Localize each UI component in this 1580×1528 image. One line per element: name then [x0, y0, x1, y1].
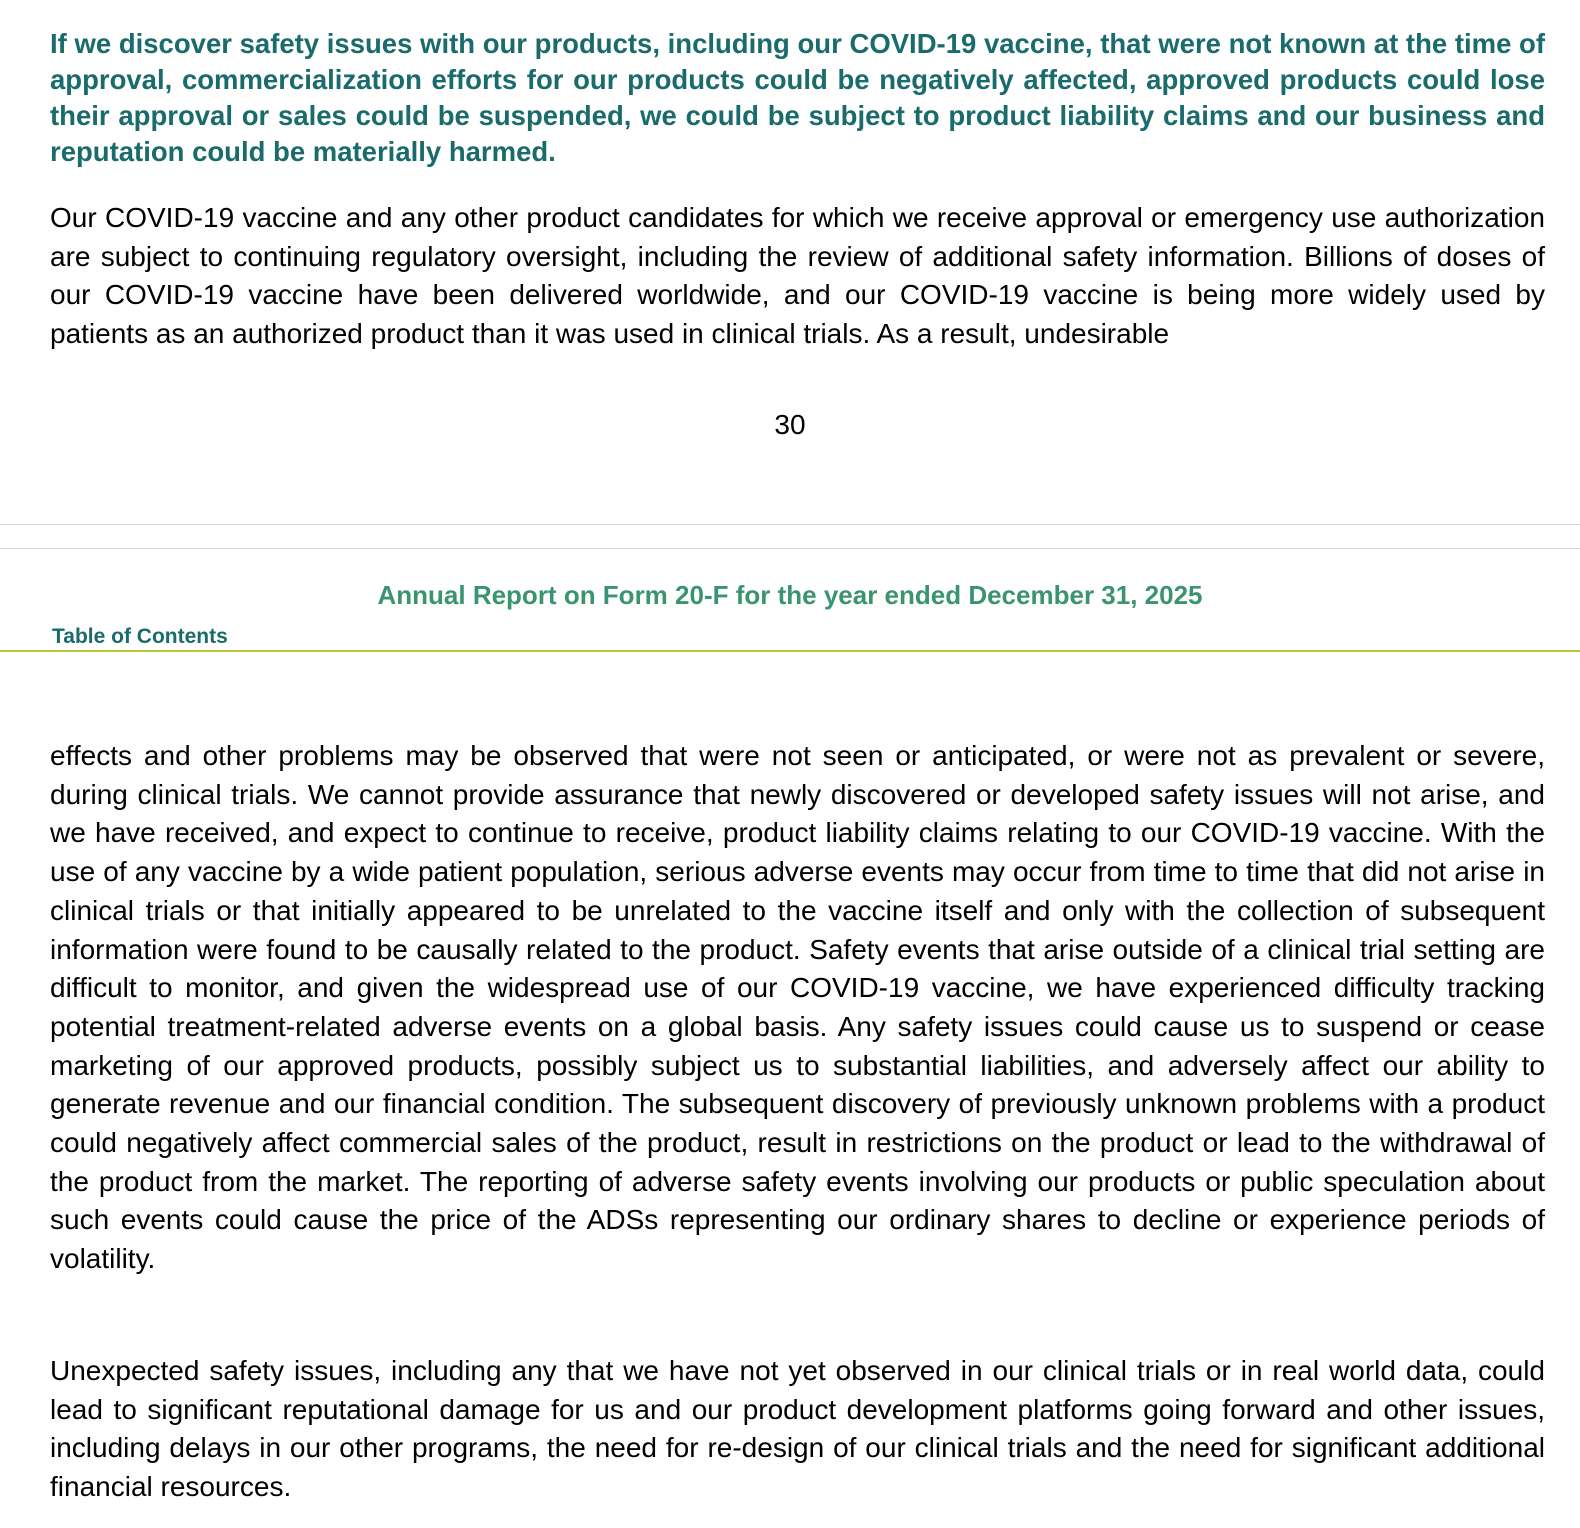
page-number: 30: [774, 409, 806, 440]
page-break-divider-bottom: [0, 548, 1580, 549]
risk-factor-heading: If we discover safety issues with our products, including our COVID-19 vaccine, that were not known at the time of approval, commercialization efforts for our products could be negatively affected, approved products could lose their approval or sales could be suspended, we could be subject to product liability claims and our business and reputation could be materially harmed.: [50, 28, 1545, 167]
page-break-divider-top: [0, 524, 1580, 525]
report-header-title: Annual Report on Form 20-F for the year ended December 31, 2025: [377, 580, 1203, 610]
risk-factor-paragraph-start: Our COVID-19 vaccine and any other product candidates for which we receive approval or emergency use authorization are subject to continuing regulatory oversight, including the review of additional safety information. Billions of doses of our COVID-19 vaccine have been delivered worldwide, and our COVID-19 vaccine is being more widely used by patients as an authorized product than it was used in clinical trials. As a result, undesirable: [50, 202, 1545, 350]
table-of-contents-link[interactable]: Table of Contents: [52, 625, 228, 648]
risk-factor-paragraph-final: Unexpected safety issues, including any that we have not yet observed in our clinical trials or in real world data, could lead to significant reputational damage for us and our product development platforms going forward and other issues, including delays in our other programs, the need for re-design of our clinical trials and the need for significant additional financial resources.: [50, 1355, 1545, 1503]
header-rule: [0, 650, 1580, 652]
risk-factor-paragraph-continued: effects and other problems may be observed that were not seen or anticipated, or were not as prevalent or severe, during clinical trials. We cannot provide assurance that newly discovered or developed safety issues will not arise, and we have received, and expect to continue to receive, product liability claims relating to our COVID-19 vaccine. With the use of any vaccine by a wide patient population, serious adverse events may occur from time to time that did not arise in clinical trials or that initially appeared to be unrelated to the vaccine itself and only with the collection of subsequent information were found to be causally related to the product. Safety events that arise outside of a clinical trial setting are difficult to monitor, and given the widespread use of our COVID-19 vaccine, we have experienced difficulty tracking potential treatment-related adverse events on a global basis. Any safety issues could cause us to suspend or cease marketing of our approved products, possibly subject us to substantial liabilities, and adversely affect our ability to generate revenue and our financial condition. The subsequent discovery of previously unknown problems with a product could negatively affect commercial sales of the product, result in restrictions on the product or lead to the withdrawal of the product from the market. The reporting of adverse safety events involving our products or public speculation about such events could cause the price of the ADSs representing our ordinary shares to decline or experience periods of volatility.: [50, 740, 1545, 1275]
